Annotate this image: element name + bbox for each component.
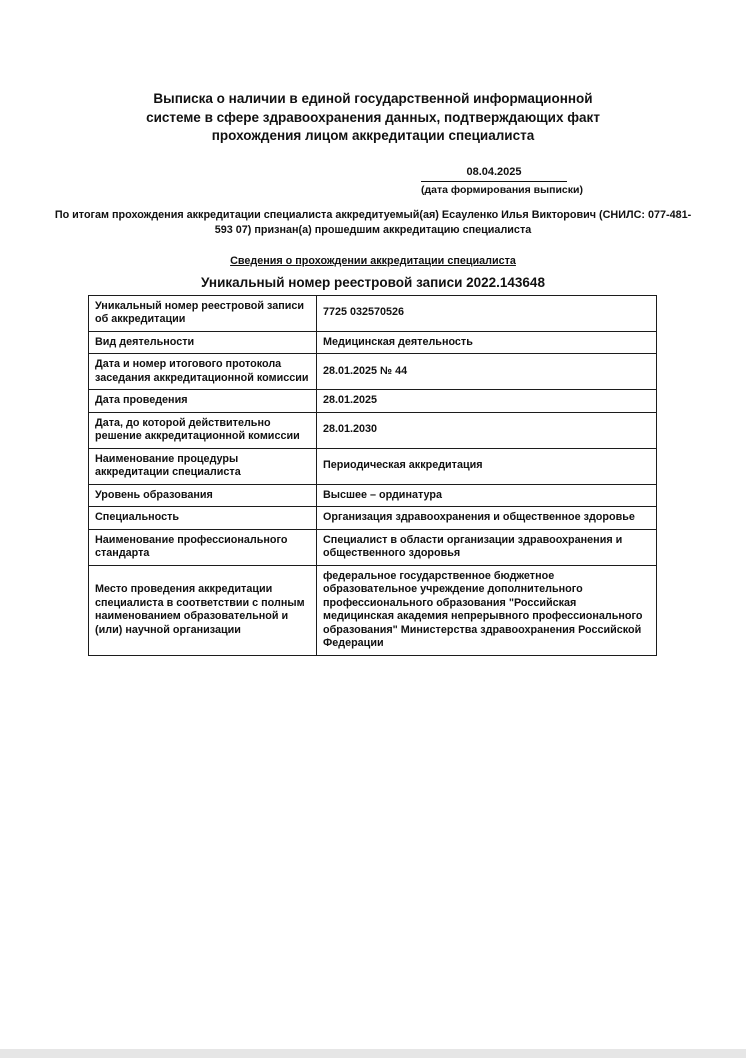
accreditation-table-body — [89, 295, 657, 655]
accreditation-result-line-1: По итогам прохождения аккредитации специалиста аккредитуемый(ая) Есауленко Илья Викторович (СНИЛС: 077-481- — [54, 208, 692, 221]
table-row — [89, 331, 657, 354]
table-row — [89, 412, 657, 448]
table-row — [89, 507, 657, 530]
row-label: Место проведения аккредитации специалиста в соответствии с полным наименованием образовательной и (или) научной организации — [89, 565, 317, 655]
row-value: Высшее – ординатура — [317, 484, 657, 507]
table-row — [89, 484, 657, 507]
extract-date: 08.04.2025 — [421, 166, 567, 182]
row-value: Периодическая аккредитация — [317, 448, 657, 484]
row-label: Наименование процедуры аккредитации специалиста — [89, 448, 317, 484]
row-value: Организация здравоохранения и общественное здоровье — [317, 507, 657, 530]
row-value: 28.01.2025 — [317, 390, 657, 413]
document-title-line-1: Выписка о наличии в единой государственной информационной — [153, 91, 593, 106]
row-label: Вид деятельности — [89, 331, 317, 354]
table-row — [89, 448, 657, 484]
row-value: федеральное государственное бюджетное образовательное учреждение дополнительного профессионального образования "Российская медицинская академия непрерывного профессионального образования" Министерства здравоохранения Российской Федерации — [317, 565, 657, 655]
accreditation-result-line-2: 593 07) признан(а) прошедшим аккредитацию специалиста — [214, 223, 532, 236]
row-label: Уровень образования — [89, 484, 317, 507]
table-row — [89, 390, 657, 413]
document-title-line-2: системе в сфере здравоохранения данных, подтверждающих факт — [146, 109, 600, 125]
row-label: Специальность — [89, 507, 317, 530]
document-title-line-3: прохождения лицом аккредитации специалиста — [211, 128, 535, 143]
row-label: Наименование профессионального стандарта — [89, 529, 317, 565]
section-heading: Сведения о прохождении аккредитации специалиста — [230, 254, 516, 267]
accreditation-table — [88, 295, 657, 656]
extract-date-block — [421, 165, 583, 196]
accreditation-result-paragraph — [53, 208, 693, 238]
row-value: 7725 032570526 — [317, 295, 657, 331]
row-value: 28.01.2030 — [317, 412, 657, 448]
row-value: 28.01.2025 № 44 — [317, 354, 657, 390]
row-label: Дата проведения — [89, 390, 317, 413]
table-row — [89, 354, 657, 390]
screenshot-bottom-bar — [0, 1049, 746, 1058]
extract-date-caption: (дата формирования выписки) — [421, 183, 583, 196]
document-title — [0, 0, 746, 146]
table-row — [89, 295, 657, 331]
row-value: Медицинская деятельность — [317, 331, 657, 354]
registry-number-heading: Уникальный номер реестровой записи 2022.143648 — [201, 274, 545, 290]
table-row — [89, 529, 657, 565]
row-label: Дата и номер итогового протокола заседания аккредитационной комиссии — [89, 354, 317, 390]
row-label: Уникальный номер реестровой записи об аккредитации — [89, 295, 317, 331]
table-row — [89, 565, 657, 655]
row-label: Дата, до которой действительно решение аккредитационной комиссии — [89, 412, 317, 448]
row-value: Специалист в области организации здравоохранения и общественного здоровья — [317, 529, 657, 565]
